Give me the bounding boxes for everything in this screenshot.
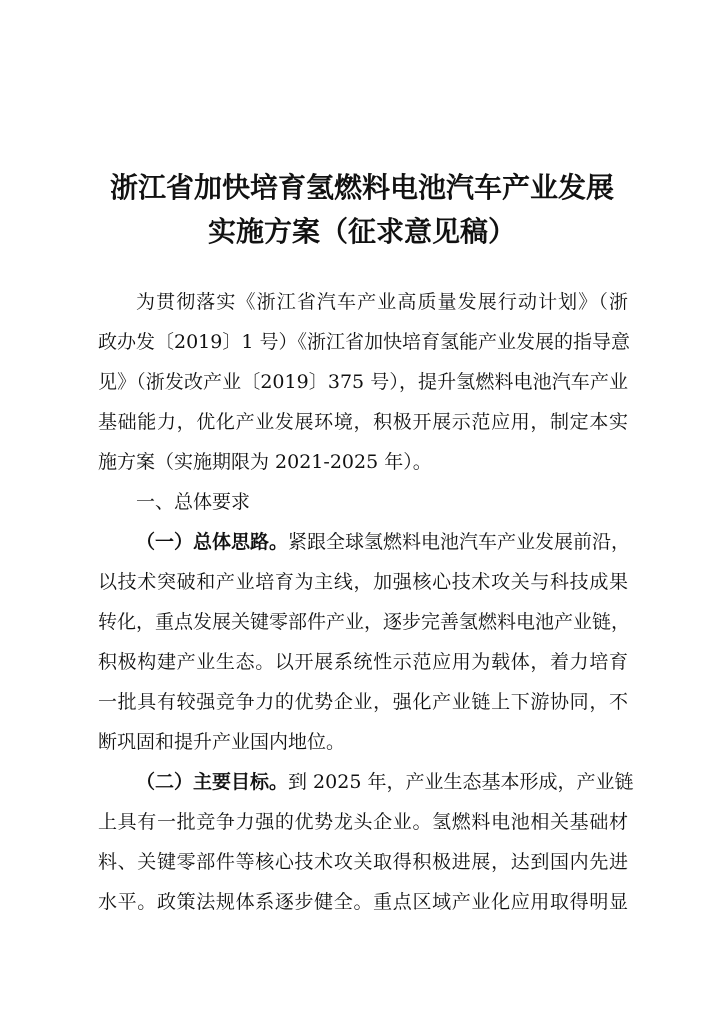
para1-line-5: 一批具有较强竞争力的优势企业，强化产业链上下游协同，不 bbox=[98, 691, 628, 713]
title-line-1: 浙江省加快培育氢燃料电池汽车产业发展 bbox=[109, 171, 614, 204]
intro-line-3: 见》（浙发改产业〔2019〕375 号），提升氢燃料电池汽车产业 bbox=[98, 371, 628, 393]
para2-first-line-text: 到 2025 年，产业生态基本形成，产业链 bbox=[288, 771, 634, 793]
para1-line-6: 断巩固和提升产业国内地位。 bbox=[98, 731, 346, 753]
title-line-2: 实施方案（征求意见稿） bbox=[207, 215, 516, 248]
intro-line-4: 基础能力，优化产业发展环境，积极开展示范应用，制定本实 bbox=[98, 411, 628, 433]
intro-line-5: 施方案（实施期限为 2021-2025 年）。 bbox=[98, 451, 432, 473]
para2-label: （二）主要目标。 bbox=[136, 771, 289, 793]
intro-line-2: 政办发〔2019〕1 号）《浙江省加快培育氢能产业发展的指导意 bbox=[98, 331, 630, 353]
para2-line-4: 水平。政策法规体系逐步健全。重点区域产业化应用取得明显 bbox=[98, 891, 628, 913]
section-heading-general-requirements: 一、总体要求 bbox=[136, 491, 251, 513]
para1-line-4: 积极构建产业生态。以开展系统性示范应用为载体，着力培育 bbox=[98, 651, 628, 673]
para1-label: （一）总体思路。 bbox=[136, 531, 289, 553]
para2-line-2: 上具有一批竞争力强的优势龙头企业。氢燃料电池相关基础材 bbox=[98, 811, 628, 833]
para1-line-1 bbox=[98, 522, 631, 562]
intro-line-1: 为贯彻落实《浙江省汽车产业高质量发展行动计划》（浙 bbox=[136, 291, 628, 313]
document-body bbox=[98, 282, 634, 922]
para1-line-2: 以技术突破和产业培育为主线，加强核心技术攻关与科技成果 bbox=[98, 571, 628, 593]
document-title bbox=[0, 166, 724, 254]
para1-first-line-text: 紧跟全球氢燃料电池汽车产业发展前沿， bbox=[288, 531, 631, 553]
para2-line-1 bbox=[98, 762, 634, 802]
para2-line-3: 料、关键零部件等核心技术攻关取得积极进展，达到国内先进 bbox=[98, 851, 628, 873]
para1-line-3: 转化，重点发展关键零部件产业，逐步完善氢燃料电池产业链， bbox=[98, 611, 631, 633]
